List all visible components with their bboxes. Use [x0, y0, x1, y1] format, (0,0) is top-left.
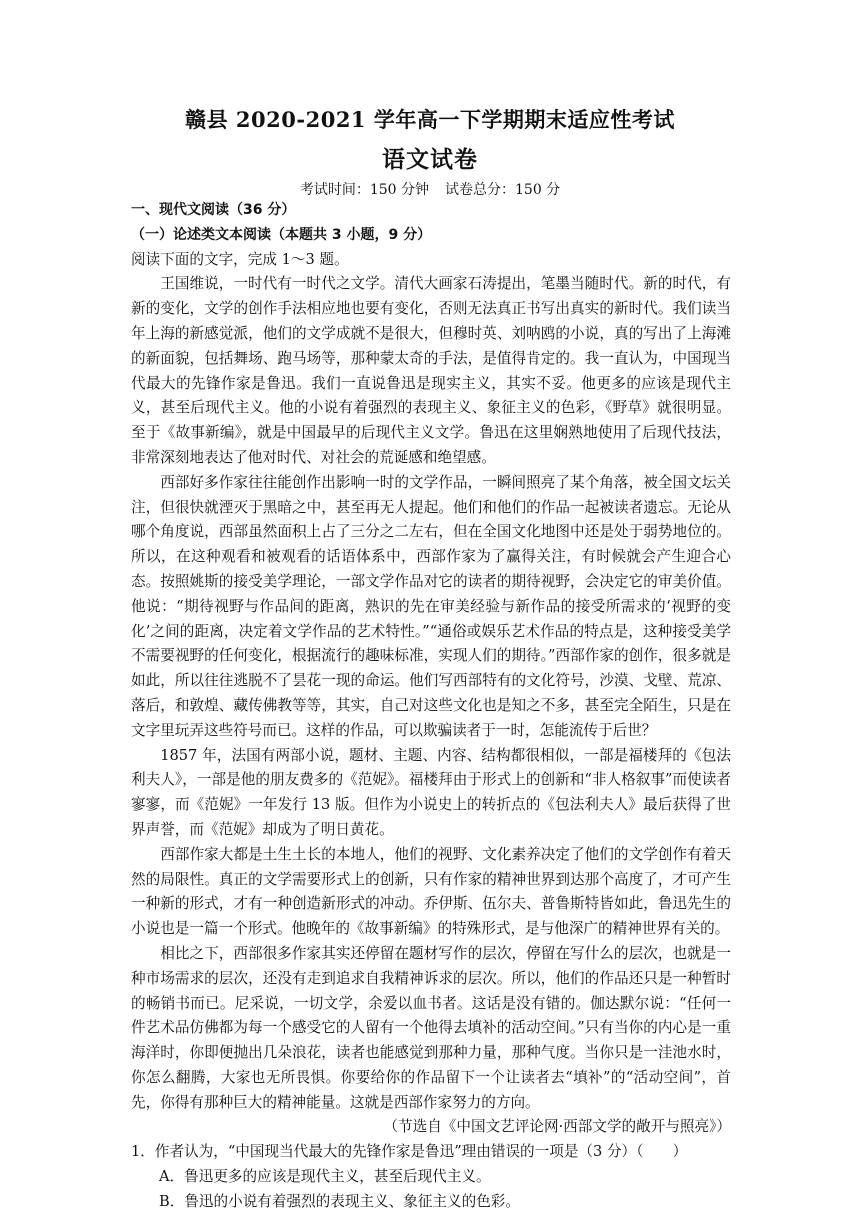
question-text: 1．作者认为，“中国现当代最大的先锋作家是鲁迅”理由错误的一项是（3 分）（ ） — [131, 1143, 688, 1161]
exam-info — [0, 179, 860, 199]
passage-paragraph: 西部好多作家往往能创作出影响一时的文学作品，一瞬间照亮了某个角落，被全国文坛关注，但很快就湮灭于黑暗之中，甚至再无人提起。他们和他们的作品一起被读者遗忘。无论从哪个角度说，西部虽然面积上占了三分之二左右，但在全国文化地图中还是处于弱势地位的。所以，在这种观看和被观看的话语体系中，西部作家为了赢得关注，有时候就会产生迎合心态。按照姚斯的接受美学理论，一部文学作品对它的读者的期待视野，会决定它的审美价值。他说：“期待视野与作品间的距离，熟识的先在审美经验与新作品的接受所需求的‘视野的变化’之间的距离，决定着文学作品的艺术特性。”“通俗或娱乐艺术作品的特点是，这种接受美学不需要视野的任何变化，根据流行的趣味标准，实现人们的期待。”西部作家的创作，很多就是如此，所以往往逃脱不了昙花一现的命运。他们写西部特有的文化符号，沙漠、戈壁、荒凉、落后，和敦煌、藏传佛教等等，其实，自己对这些文化也是知之不多，甚至完全陌生，只是在文字里玩弄这些符号而已。这样的作品，可以欺骗读者于一时，怎能流传于后世？ — [131, 473, 731, 739]
passage-paragraph: 相比之下，西部很多作家其实还停留在题材写作的层次，停留在写什么的层次，也就是一种市场需求的层次，还没有走到追求自我精神诉求的层次。所以，他们的作品还只是一种暂时的畅销书而已。尼采说，一切文学，余爱以血书者。这话是没有错的。伽达默尔说：“任何一件艺术品仿佛都为每一个感受它的人留有一个他得去填补的活动空间。”只有当你的内心是一重海洋时，你即便抛出几朵浪花，读者也能感觉到那种力量，那种气度。当你只是一洼池水时，你怎么翻腾，大家也无所畏惧。你要给你的作品留下一个让读者去“填补”的“活动空间”，首先，你得有那种巨大的精神能量。这就是西部作家努力的方向。 — [131, 944, 731, 1111]
exam-time: 考试时间：150 分钟 — [299, 182, 429, 198]
exam-subject-title: 语文试卷 — [382, 146, 478, 173]
subsection-heading: （一）论述类文本阅读（本题共 3 小题，9 分） — [131, 226, 432, 243]
passage-paragraph: 西部作家大都是土生土长的本地人，他们的视野、文化素养决定了他们的文学创作有着天然的局限性。真正的文学需要形式上的创新，只有作家的精神世界到达那个高度了，才可产生一种新的形式，才有一种创造新形式的冲动。乔伊斯、伍尔夫、普鲁斯特皆如此，鲁迅先生的小说也是一篇一个形式。他晚年的《故事新编》的特殊形式，是与他深广的精神世界有关的。 — [131, 845, 731, 938]
exam-total-score: 试卷总分：150 分 — [445, 182, 561, 198]
passage-paragraph: 1857 年，法国有两部小说，题材、主题、内容、结构都很相似，一部是福楼拜的《包法利夫人》，一部是他的朋友费多的《范妮》。福楼拜由于形式上的创新和“非人格叙事”而使读者寥寥，而《范妮》一年发行 13 版。但作为小说史上的转折点的《包法利夫人》最后获得了世界声誉，而《范妮》却成为了明日黄花。 — [131, 746, 731, 838]
reading-instruction: 阅读下面的文字，完成 1～3 题。 — [131, 250, 349, 268]
passage-source: （节选自《中国文艺评论网·西部文学的敞开与照亮》） — [383, 1118, 731, 1136]
question-option-a: A．鲁迅更多的应该是现代主义，甚至后现代主义。 — [159, 1168, 491, 1186]
section-heading: 一、现代文阅读（36 分） — [131, 202, 296, 218]
exam-content — [131, 198, 731, 1215]
exam-title: 赣县 2020-2021 学年高一下学期期末适应性考试 — [185, 107, 675, 132]
passage-paragraph: 王国维说，一时代有一时代之文学。清代大画家石涛提出，笔墨当随时代。新的时代，有新的变化，文学的创作手法相应地也要有变化，否则无法真正书写出真实的新时代。我们读当年上海的新感觉派，他们的文学成就不是很大，但穆时英、刘呐鸥的小说，真的写出了上海滩的新面貌，包括舞场、跑马场等，那种蒙太奇的手法，是值得肯定的。我一直认为，中国现当代最大的先锋作家是鲁迅。我们一直说鲁迅是现实主义，其实不妥。他更多的应该是现代主义，甚至后现代主义。他的小说有着强烈的表现主义、象征主义的色彩，《野草》就很明显。至于《故事新编》，就是中国最早的后现代主义文学。鲁迅在这里娴熟地使用了后现代技法，非常深刻地表达了他对时代、对社会的荒诞感和绝望感。 — [131, 275, 731, 466]
question-option-b: B．鲁迅的小说有着强烈的表现主义、象征主义的色彩。 — [159, 1192, 520, 1210]
